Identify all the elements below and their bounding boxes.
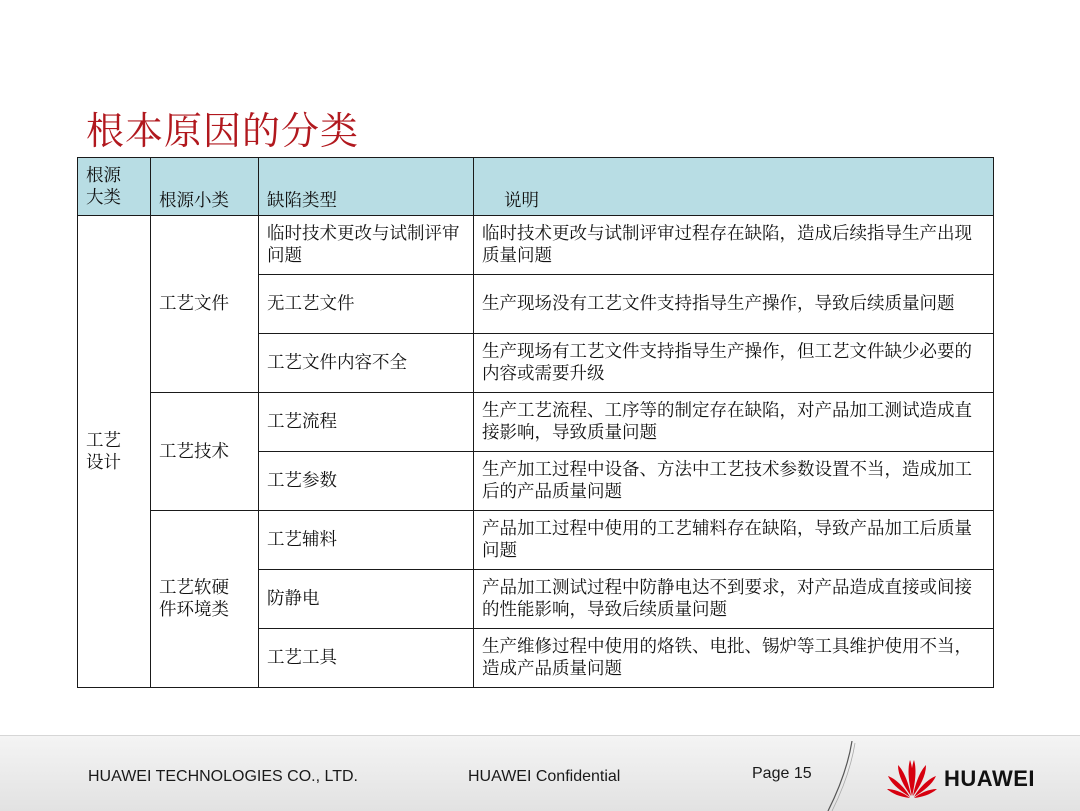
minor-category-file (151, 216, 259, 393)
header-major-line1: 根源 (86, 165, 121, 186)
minor-env-line1: 工艺软硬 (159, 578, 229, 598)
description-cell: 生产加工过程中设备、方法中工艺技术参数设置不当，造成加工后的产品质量问题 (474, 452, 994, 511)
description-cell: 生产工艺流程、工序等的制定存在缺陷，对产品加工测试造成直接影响，导致质量问题 (474, 393, 994, 452)
description-cell: 临时技术更改与试制评审过程存在缺陷，造成后续指导生产出现质量问题 (474, 216, 994, 275)
slide-footer (0, 735, 1080, 811)
major-line2: 设计 (86, 452, 121, 473)
defect-cell: 防静电 (259, 570, 474, 629)
huawei-flower-icon (886, 756, 938, 800)
defect-cell: 工艺参数 (259, 452, 474, 511)
defect-cell: 工艺流程 (259, 393, 474, 452)
defect-cell: 工艺辅料 (259, 511, 474, 570)
table-row (78, 393, 994, 452)
major-category-cell (78, 216, 151, 688)
minor-file-label: 工艺文件 (159, 294, 229, 314)
defect-cell: 工艺文件内容不全 (259, 334, 474, 393)
footer-company: HUAWEI TECHNOLOGIES CO., LTD. (88, 768, 358, 785)
minor-category-tech (151, 393, 259, 511)
table-header-row (78, 158, 994, 216)
huawei-logo (886, 756, 1046, 800)
page-number: Page 15 (752, 765, 812, 782)
footer-divider-slash (826, 741, 856, 811)
header-minor-category (151, 158, 259, 216)
description-cell: 生产现场没有工艺文件支持指导生产操作，导致后续质量问题 (474, 275, 994, 334)
header-defect-label: 缺陷类型 (267, 191, 337, 211)
defect-cell: 工艺工具 (259, 629, 474, 688)
header-minor-label: 根源小类 (159, 191, 229, 211)
header-major-line2: 大类 (86, 187, 121, 208)
defect-cell: 临时技术更改与试制评审问题 (259, 216, 474, 275)
header-desc-label: 说明 (504, 191, 539, 211)
minor-env-line2: 件环境类 (159, 600, 229, 620)
description-cell: 生产现场有工艺文件支持指导生产操作，但工艺文件缺少必要的内容或需要升级 (474, 334, 994, 393)
header-major-category (78, 158, 151, 216)
table-row (78, 511, 994, 570)
minor-category-env (151, 511, 259, 688)
header-description (474, 158, 994, 216)
minor-tech-label: 工艺技术 (159, 441, 229, 462)
defect-cell: 无工艺文件 (259, 275, 474, 334)
description-cell: 产品加工测试过程中防静电达不到要求，对产品造成直接或间接的性能影响，导致后续质量问题 (474, 570, 994, 629)
major-line1: 工艺 (86, 430, 121, 451)
footer-confidential: HUAWEI Confidential (468, 768, 621, 785)
root-cause-table (77, 157, 994, 688)
page-title: 根本原因的分类 (86, 109, 360, 153)
table-row (78, 216, 994, 275)
description-cell: 生产维修过程中使用的烙铁、电批、锡炉等工具维护使用不当，造成产品质量问题 (474, 629, 994, 688)
header-defect-type (259, 158, 474, 216)
huawei-logo-text: HUAWEI (944, 766, 1035, 791)
description-cell: 产品加工过程中使用的工艺辅料存在缺陷，导致产品加工后质量问题 (474, 511, 994, 570)
